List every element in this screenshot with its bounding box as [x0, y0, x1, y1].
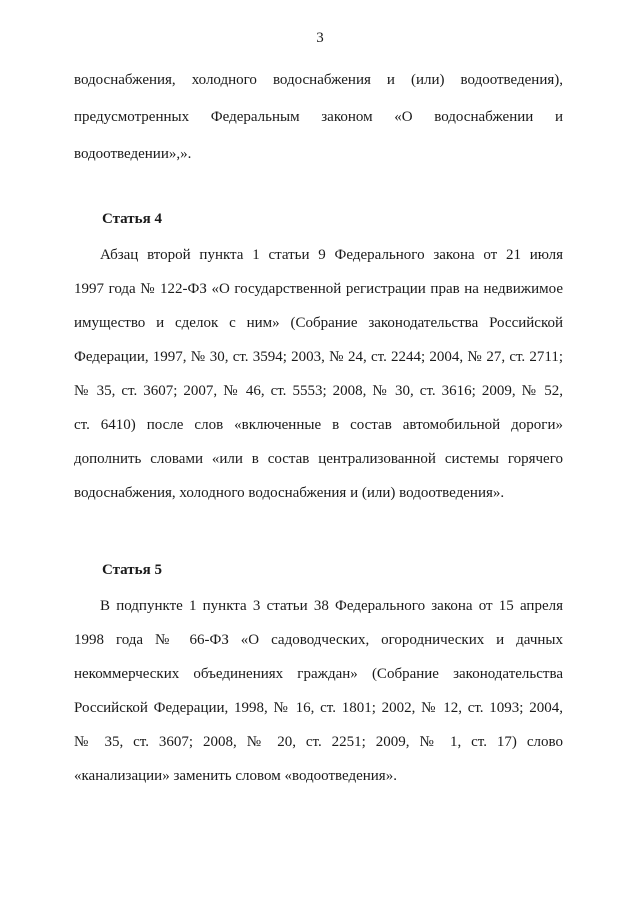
article-5-paragraph [74, 597, 563, 786]
text-line: предусмотренных Федеральным законом «О водоснабжении и [74, 109, 563, 125]
text-line: имущество и сделок с ним» (Собрание законодательства Российской [74, 315, 563, 331]
text-line: 1997 года № 122-ФЗ «О государственной регистрации прав на недвижимое [74, 281, 563, 297]
text-line: В подпункте 1 пункта 3 статьи 38 Федерального закона от 15 апреля [100, 598, 563, 614]
text-line: водоснабжения, холодного водоснабжения и (или) водоотведения), [74, 72, 563, 88]
text-line: № 35, ст. 3607; 2008, № 20, ст. 2251; 2009, № 1, ст. 17) слово [74, 734, 563, 750]
intro-paragraph [74, 71, 563, 164]
text-line: № 35, ст. 3607; 2007, № 46, ст. 5553; 2008, № 30, ст. 3616; 2009, № 52, [74, 383, 563, 399]
text-line: 1998 года № 66-ФЗ «О садоводческих, огороднических и дачных [74, 632, 563, 648]
text-line: Российской Федерации, 1998, № 16, ст. 1801; 2002, № 12, ст. 1093; 2004, [74, 700, 563, 716]
text-line: Федерации, 1997, № 30, ст. 3594; 2003, № 24, ст. 2244; 2004, № 27, ст. 2711; [74, 349, 563, 365]
page-number: 3 [316, 30, 324, 46]
text-line: дополнить словами «или в состав централизованной системы горячего [74, 451, 563, 467]
text-line: Абзац второй пункта 1 статьи 9 Федерального закона от 21 июля [100, 247, 563, 263]
article-5-heading: Статья 5 [102, 562, 162, 578]
text-line: некоммерческих объединениях граждан» (Собрание законодательства [74, 666, 563, 682]
text-line: водоснабжения, холодного водоснабжения и (или) водоотведения». [74, 485, 505, 501]
text-line: ст. 6410) после слов «включенные в состав автомобильной дороги» [74, 417, 563, 433]
text-line: «канализации» заменить словом «водоотведения». [74, 768, 397, 784]
article-4-heading: Статья 4 [102, 211, 162, 227]
text-line: водоотведении»,». [74, 146, 192, 162]
article-4-paragraph [74, 246, 563, 503]
